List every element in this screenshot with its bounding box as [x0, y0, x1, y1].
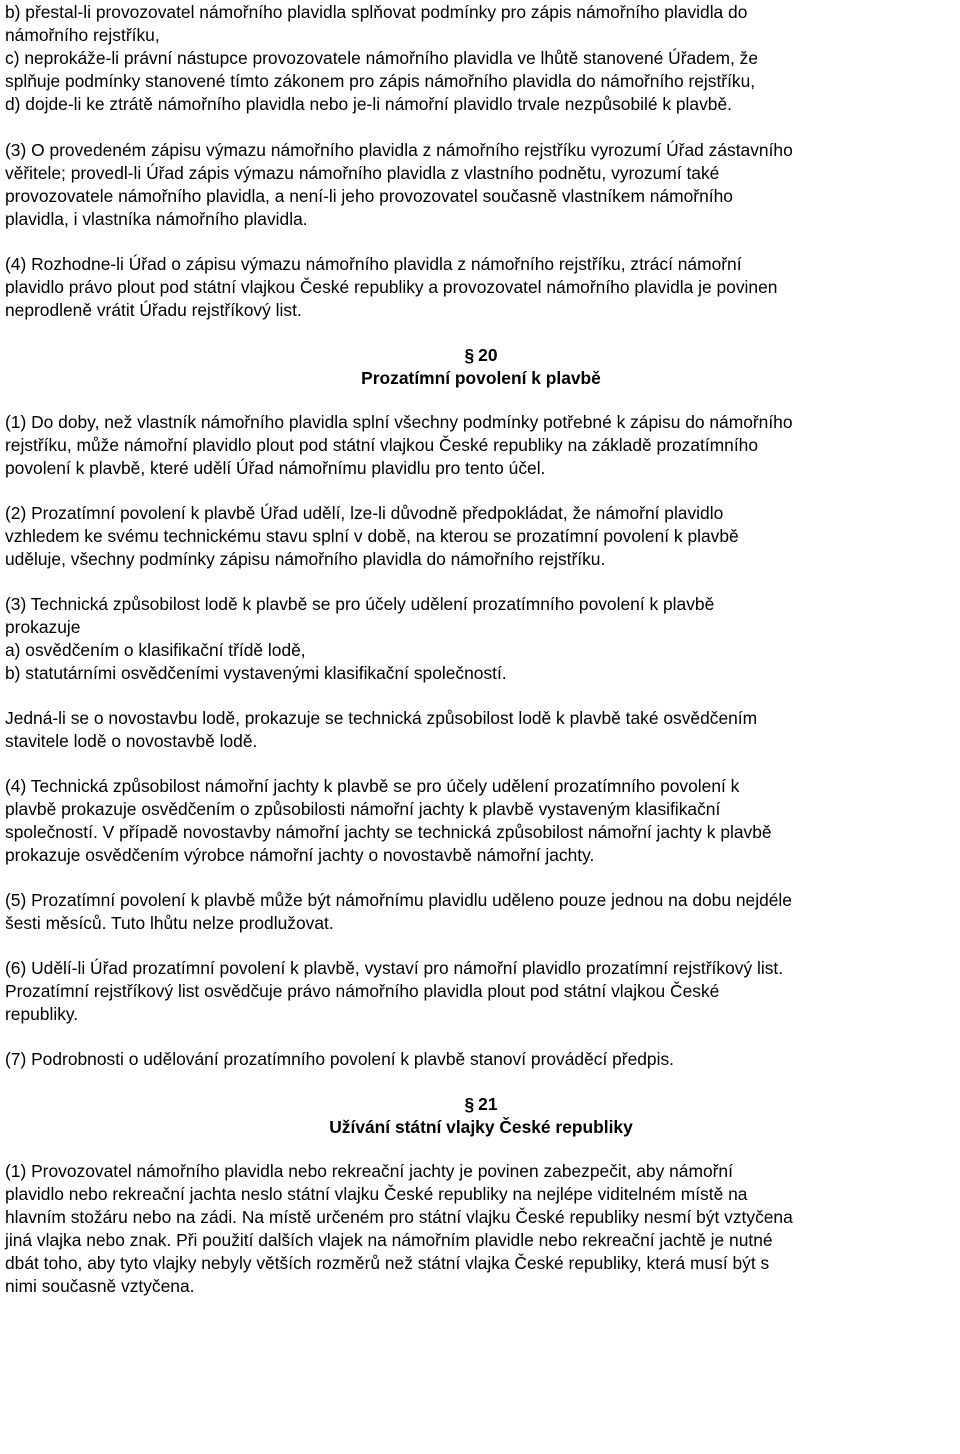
text-line: c) neprokáže-li právní nástupce provozovatele námořního plavidla ve lhůtě stanovené Úřadem, že: [5, 48, 759, 68]
text-line: (2) Prozatímní povolení k plavbě Úřad udělí, lze-li důvodně předpokládat, že námořní plavidlo: [5, 503, 724, 523]
paragraph: [5, 707, 957, 753]
section-number: [5, 1093, 957, 1116]
text-line: hlavním stožáru nebo na zádi. Na místě určeném pro státní vlajku České republiky nesmí být vztyčena: [5, 1207, 793, 1227]
paragraph: [5, 593, 957, 685]
paragraph: [5, 253, 957, 322]
text-line: vzhledem ke svému technickému stavu splní v době, na kterou se prozatímní povolení k plavbě: [5, 526, 739, 546]
section-20-body: [5, 411, 957, 1071]
text-line: d) dojde-li ke ztrátě námořního plavidla nebo je-li námořní plavidlo trvale nezpůsobilé k plavbě.: [5, 94, 732, 114]
text-line: (3) Technická způsobilost lodě k plavbě se pro účely udělení prozatímního povolení k plavbě: [5, 594, 715, 614]
text-line: Prozatímní rejstříkový list osvědčuje právo námořního plavidla plout pod státní vlajkou České: [5, 981, 720, 1001]
paragraph: [5, 411, 957, 480]
text-line: (4) Technická způsobilost námořní jachty k plavbě se pro účely udělení prozatímního povolení k: [5, 776, 740, 796]
section-20-number: 20: [478, 345, 498, 365]
text-line: plavidlo nebo rekreační jachta neslo státní vlajku České republiky na nejlépe viditelném místě na: [5, 1184, 748, 1204]
text-line: neprodleně vrátit Úřadu rejstříkový list.: [5, 300, 302, 320]
document-page: [5, 1, 957, 1320]
text-line: b) přestal-li provozovatel námořního plavidla splňovat podmínky pro zápis námořního plavidla do: [5, 2, 748, 22]
text-line: uděluje, všechny podmínky zápisu námořního plavidla do námořního rejstříku.: [5, 549, 606, 569]
text-line: republiky.: [5, 1004, 79, 1024]
text-line: prokazuje osvědčením výrobce námořní jachty o novostavbě námořní jachty.: [5, 845, 595, 865]
section-sign: §: [464, 1094, 475, 1114]
text-line: (4) Rozhodne-li Úřad o zápisu výmazu námořního plavidla z námořního rejstříku, ztrácí námořní: [5, 254, 742, 274]
text-line: nimi současně vztyčena.: [5, 1276, 195, 1296]
text-line: námořního rejstříku,: [5, 25, 160, 45]
section-21-number: 21: [478, 1094, 498, 1114]
section-number: [5, 344, 957, 367]
section-19-continued: [5, 139, 957, 322]
paragraph: [5, 1048, 957, 1071]
text-line: společností. V případě novostavby námořní jachty se technická způsobilost námořní jachty k plavbě: [5, 822, 772, 842]
text-line: (1) Do doby, než vlastník námořního plavidla splní všechny podmínky potřebné k zápisu do námořního: [5, 412, 793, 432]
text-line: jiná vlajka nebo znak. Při použití dalších vlajek na námořním plavidle nebo rekreační jachtě je nutné: [5, 1230, 773, 1250]
text-line: (7) Podrobnosti o udělování prozatímního povolení k plavbě stanoví prováděcí předpis.: [5, 1049, 674, 1069]
text-line: rejstříku, může námořní plavidlo plout pod státní vlajkou České republiky na základě prozatímního: [5, 435, 759, 455]
paragraph: [5, 502, 957, 571]
text-line: věřitele; provedl-li Úřad zápis výmazu námořního plavidla z vlastního podnětu, vyrozumí také: [5, 163, 720, 183]
text-line: (6) Udělí-li Úřad prozatímní povolení k plavbě, vystaví pro námořní plavidlo prozatímní rejstříkový list.: [5, 958, 784, 978]
section-20-title: Prozatímní povolení k plavbě: [361, 368, 601, 388]
text-line: plavbě prokazuje osvědčením o způsobilosti námořní jachty k plavbě vystaveným klasifikační: [5, 799, 721, 819]
text-line: (5) Prozatímní povolení k plavbě může být námořnímu plavidlu uděleno pouze jednou na dobu nejdéle: [5, 890, 792, 910]
paragraph: [5, 1160, 957, 1298]
text-line: šesti měsíců. Tuto lhůtu nelze prodlužovat.: [5, 913, 334, 933]
text-line: splňuje podmínky stanovené tímto zákonem pro zápis námořního plavidla do námořního rejstříku,: [5, 71, 756, 91]
section-20-heading: [5, 344, 957, 390]
text-line: stavitele lodě o novostavbě lodě.: [5, 731, 258, 751]
section-sign: §: [464, 345, 475, 365]
intro-block: [5, 1, 957, 116]
text-line: dbát toho, aby tyto vlajky nebyly větších rozměrů než státní vlajka České republiky, která musí být s: [5, 1253, 770, 1273]
section-21-heading: [5, 1093, 957, 1139]
paragraph: [5, 889, 957, 935]
text-line: Jedná-li se o novostavbu lodě, prokazuje se technická způsobilost lodě k plavbě také osvědčením: [5, 708, 758, 728]
section-21-body: [5, 1160, 957, 1298]
text-line: a) osvědčením o klasifikační třídě lodě,: [5, 640, 306, 660]
text-line: b) statutárními osvědčeními vystavenými klasifikační společností.: [5, 663, 507, 683]
paragraph: [5, 775, 957, 867]
text-line: plavidla, i vlastníka námořního plavidla.: [5, 209, 308, 229]
text-line: (1) Provozovatel námořního plavidla nebo rekreační jachty je povinen zabezpečit, aby námořní: [5, 1161, 733, 1181]
text-line: (3) O provedeném zápisu výmazu námořního plavidla z námořního rejstříku vyrozumí Úřad zástavního: [5, 140, 793, 160]
section-21-title: Užívání státní vlajky České republiky: [329, 1117, 633, 1137]
paragraph: [5, 957, 957, 1026]
paragraph: [5, 139, 957, 231]
text-line: prokazuje: [5, 617, 81, 637]
text-line: provozovatele námořního plavidla, a není-li jeho provozovatel současně vlastníkem námořního: [5, 186, 733, 206]
text-line: povolení k plavbě, které udělí Úřad námořnímu plavidlu pro tento účel.: [5, 458, 546, 478]
text-line: plavidlo právo plout pod státní vlajkou České republiky a provozovatel námořního plavidla je povinen: [5, 277, 778, 297]
